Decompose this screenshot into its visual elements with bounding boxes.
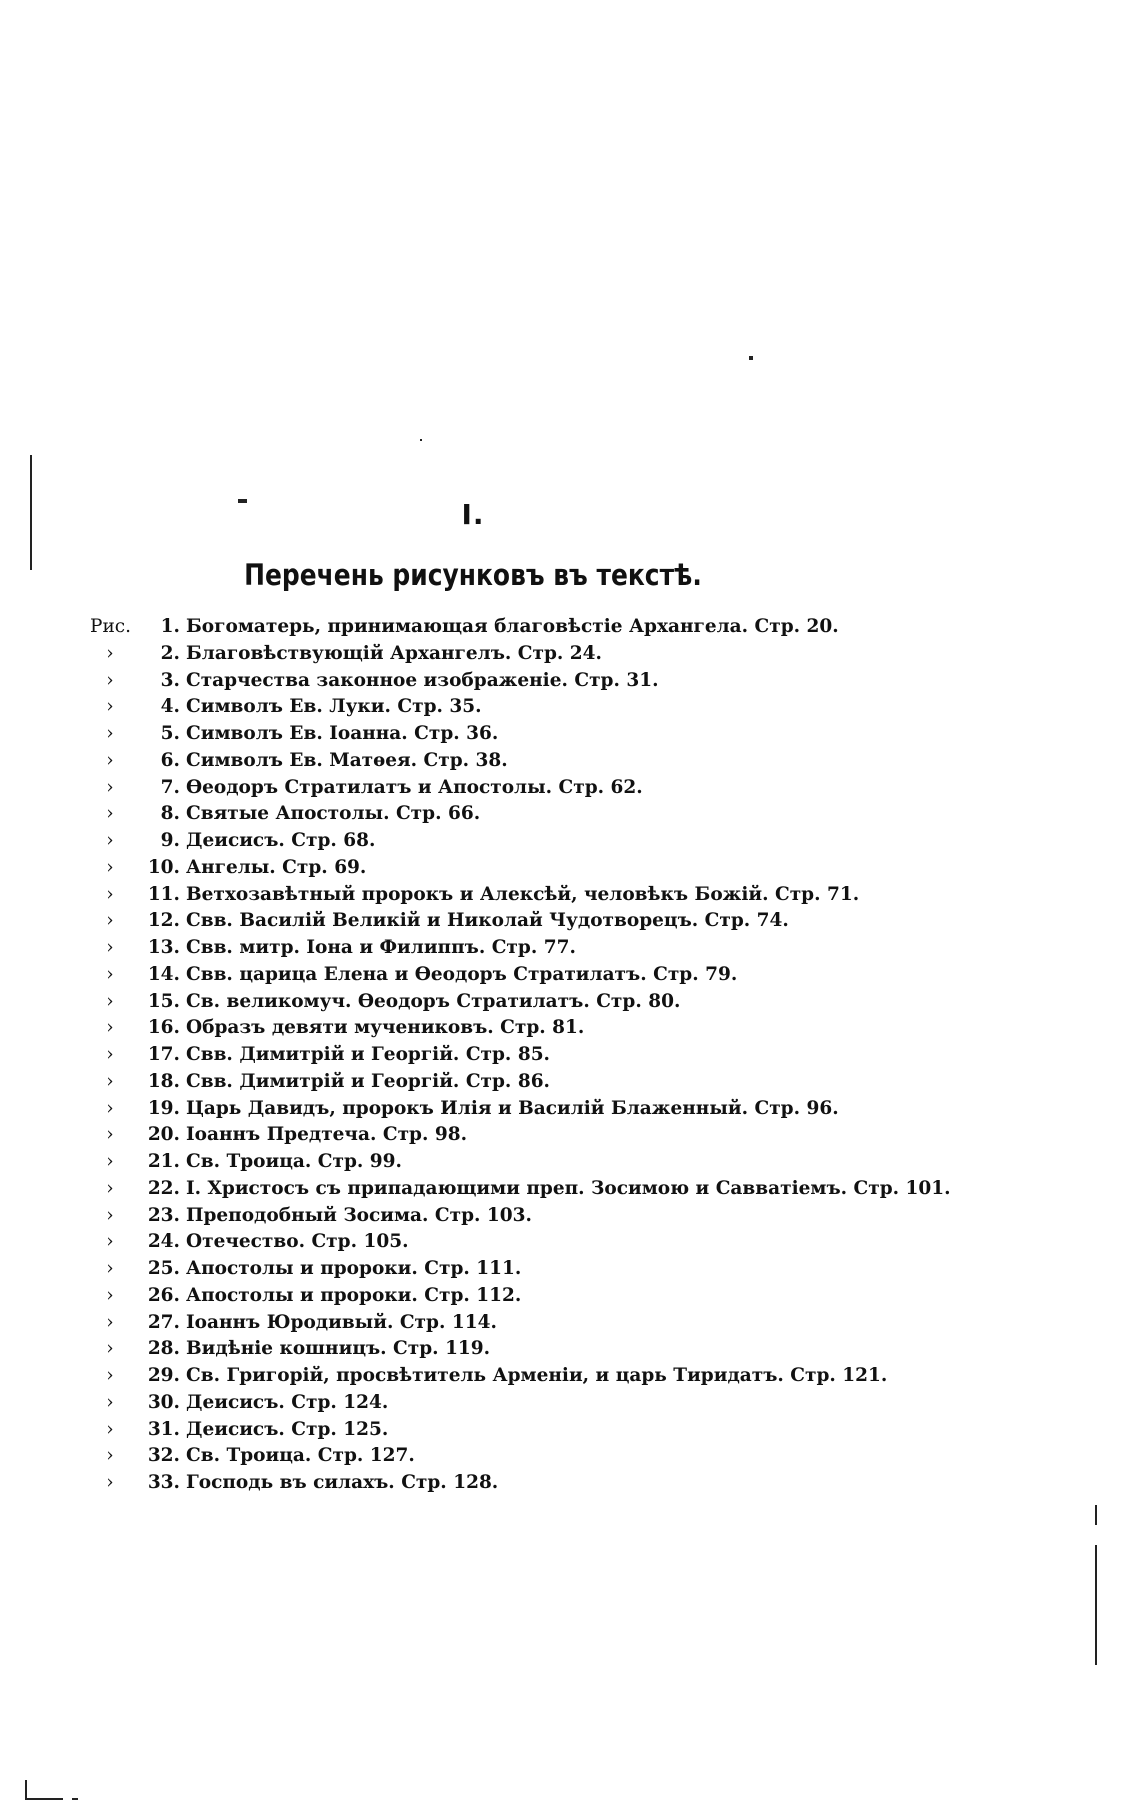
figure-number: 6. <box>160 749 180 771</box>
list-item <box>90 1203 890 1230</box>
ditto-mark: › <box>106 1124 114 1146</box>
ditto-mark: › <box>106 963 114 985</box>
ditto-mark: › <box>106 749 114 771</box>
ditto-mark: › <box>106 669 114 691</box>
figure-number: 23. <box>147 1204 180 1226</box>
figure-number: 22. <box>147 1177 180 1199</box>
list-item <box>90 614 890 641</box>
figure-title: Апостолы и пророки. Стр. 111. <box>186 1258 522 1279</box>
ditto-mark: › <box>106 1231 114 1253</box>
list-item <box>90 1149 890 1176</box>
ditto-mark: › <box>106 1017 114 1039</box>
ditto-mark: › <box>106 1472 114 1493</box>
list-item <box>90 1310 890 1337</box>
ditto-mark: › <box>106 776 114 798</box>
ditto-mark: › <box>106 696 114 718</box>
scan-speck <box>72 1798 78 1800</box>
list-title: Перечень рисунковъ въ текстѣ. <box>244 558 702 592</box>
list-item <box>90 748 890 775</box>
ditto-mark: › <box>106 910 114 932</box>
list-item <box>90 908 890 935</box>
figure-number: 26. <box>147 1284 180 1306</box>
figure-title: Видѣніе кошницъ. Стр. 119. <box>186 1338 491 1360</box>
scan-edge-line-right <box>1095 1545 1097 1665</box>
ditto-mark: › <box>106 1151 114 1172</box>
list-item <box>90 1283 890 1310</box>
figure-title: Богоматерь, принимающая благовѣстіе Архангела. Стр. 20. <box>186 616 839 637</box>
figure-title: Свв. митр. Іона и Филиппъ. Стр. 77. <box>186 937 576 958</box>
figure-number: 16. <box>147 1017 180 1039</box>
list-item <box>90 1336 890 1363</box>
figure-title: Іоаннъ Юродивый. Стр. 114. <box>186 1311 497 1333</box>
scan-edge-corner <box>25 1798 63 1800</box>
list-item <box>90 1443 890 1470</box>
figure-number: 25. <box>147 1258 180 1279</box>
figure-number: 28. <box>147 1338 180 1360</box>
ditto-mark: › <box>106 1284 114 1306</box>
figure-number: 14. <box>147 963 180 985</box>
ditto-mark: › <box>106 1097 114 1119</box>
figure-number: 3. <box>160 669 180 691</box>
figure-title: Ѳеодоръ Стратилатъ и Апостолы. Стр. 62. <box>186 776 643 798</box>
scan-speck <box>749 356 753 360</box>
ditto-mark: › <box>106 856 114 878</box>
figure-title: Свв. Димитрій и Георгій. Стр. 85. <box>186 1044 551 1065</box>
ditto-mark: › <box>106 990 114 1012</box>
figure-number: 32. <box>147 1445 180 1467</box>
figure-title: Свв. царица Елена и Ѳеодоръ Стратилатъ. Стр. 79. <box>186 963 738 985</box>
ditto-mark: › <box>106 1338 114 1360</box>
list-item <box>90 1417 890 1444</box>
figure-title: Старчества законное изображеніе. Стр. 31. <box>186 669 659 691</box>
figure-title: Свв. Димитрій и Георгій. Стр. 86. <box>186 1070 551 1092</box>
figure-number: 20. <box>147 1124 180 1146</box>
ditto-mark: › <box>106 1070 114 1092</box>
list-item <box>90 1042 890 1069</box>
figure-title: Образъ девяти мучениковъ. Стр. 81. <box>186 1017 585 1039</box>
list-item <box>90 1390 890 1417</box>
scan-edge-corner <box>25 1780 27 1800</box>
list-item <box>90 1122 890 1149</box>
figure-title: Благовѣствующій Архангелъ. Стр. 24. <box>186 642 602 664</box>
figure-title: Іоаннъ Предтеча. Стр. 98. <box>186 1124 468 1146</box>
figure-title: Отечество. Стр. 105. <box>186 1231 409 1253</box>
figure-number: 31. <box>147 1418 180 1440</box>
figure-title: Деисисъ. Стр. 68. <box>186 830 376 851</box>
figure-number: 13. <box>147 937 180 958</box>
ditto-mark: › <box>106 1044 114 1065</box>
figure-prefix: Рис. <box>90 616 132 637</box>
list-item <box>90 935 890 962</box>
ditto-mark: › <box>106 642 114 664</box>
list-item <box>90 1069 890 1096</box>
figure-title: Святые Апостолы. Стр. 66. <box>186 803 481 825</box>
list-item <box>90 828 890 855</box>
figure-number: 10. <box>147 856 180 878</box>
ditto-mark: › <box>106 1311 114 1333</box>
figure-number: 7. <box>160 776 180 798</box>
ditto-mark: › <box>106 1365 114 1386</box>
figure-number: 4. <box>160 696 180 718</box>
list-item <box>90 1256 890 1283</box>
list-item <box>90 694 890 721</box>
figure-number: 24. <box>147 1231 180 1253</box>
list-item <box>90 775 890 802</box>
scan-edge-line-right <box>1095 1505 1097 1525</box>
scan-speck <box>420 439 422 441</box>
figure-number: 19. <box>147 1097 180 1119</box>
figure-number: 29. <box>147 1365 180 1386</box>
figure-title: Св. Григорій, просвѣтитель Арменіи, и царь Тиридатъ. Стр. 121. <box>186 1365 888 1386</box>
figure-number: 8. <box>160 803 180 825</box>
list-item <box>90 1096 890 1123</box>
ditto-mark: › <box>106 1258 114 1279</box>
list-item <box>90 962 890 989</box>
list-item <box>90 882 890 909</box>
figure-title: Деисисъ. Стр. 124. <box>186 1391 389 1413</box>
figure-number: 17. <box>147 1044 180 1065</box>
figure-title: Символъ Ев. Луки. Стр. 35. <box>186 696 482 718</box>
ditto-mark: › <box>106 883 114 905</box>
figure-title: Апостолы и пророки. Стр. 112. <box>186 1284 522 1306</box>
figure-number: 12. <box>147 910 180 932</box>
ditto-mark: › <box>106 723 114 744</box>
figure-title: Свв. Василій Великій и Николай Чудотворецъ. Стр. 74. <box>186 910 789 932</box>
figure-title: Царь Давидъ, пророкъ Илія и Василій Блаженный. Стр. 96. <box>186 1097 839 1119</box>
list-item <box>90 721 890 748</box>
figure-title: Св. Троица. Стр. 99. <box>186 1151 402 1172</box>
figure-number: 21. <box>147 1151 180 1172</box>
list-item <box>90 1015 890 1042</box>
ditto-mark: › <box>106 1418 114 1440</box>
figure-list <box>90 614 951 1497</box>
figure-number: 2. <box>160 642 180 664</box>
figure-title: Символъ Ев. Іоанна. Стр. 36. <box>186 723 499 744</box>
figure-title: Св. великомуч. Ѳеодоръ Стратилатъ. Стр. 80. <box>186 990 681 1012</box>
figure-title: Символъ Ев. Матѳея. Стр. 38. <box>186 749 508 771</box>
list-item <box>90 1229 890 1256</box>
figure-number: 30. <box>147 1391 180 1413</box>
list-item <box>90 668 890 695</box>
figure-number: 15. <box>147 990 180 1012</box>
figure-number: 33. <box>147 1472 180 1493</box>
figure-title: Св. Троица. Стр. 127. <box>186 1445 415 1467</box>
list-item <box>90 989 890 1016</box>
ditto-mark: › <box>106 1204 114 1226</box>
figure-title: Ангелы. Стр. 69. <box>186 856 367 878</box>
ditto-mark: › <box>106 1391 114 1413</box>
figure-number: 9. <box>160 830 180 851</box>
ditto-mark: › <box>106 937 114 958</box>
figure-title: Ветхозавѣтный пророкъ и Алексѣй, человѣкъ Божій. Стр. 71. <box>186 883 860 905</box>
ditto-mark: › <box>106 1177 114 1199</box>
list-item <box>90 801 890 828</box>
figure-number: 11. <box>147 883 180 905</box>
figure-title: Деисисъ. Стр. 125. <box>186 1418 389 1440</box>
figure-title: І. Христосъ съ припадающими преп. Зосимою и Савватіемъ. Стр. 101. <box>186 1177 951 1199</box>
ditto-mark: › <box>106 803 114 825</box>
list-item <box>90 1363 890 1390</box>
figure-title: Преподобный Зосима. Стр. 103. <box>186 1204 532 1226</box>
figure-number: 18. <box>147 1070 180 1092</box>
section-number: I. <box>461 498 485 531</box>
figure-title: Господь въ силахъ. Стр. 128. <box>186 1472 499 1493</box>
figure-number: 1. <box>160 616 180 637</box>
list-item <box>90 855 890 882</box>
figure-number: 5. <box>160 723 180 744</box>
list-item <box>90 1176 951 1203</box>
ditto-mark: › <box>106 830 114 851</box>
figure-number: 27. <box>147 1311 180 1333</box>
list-item <box>90 1470 890 1497</box>
list-item <box>90 641 890 668</box>
ditto-mark: › <box>106 1445 114 1467</box>
